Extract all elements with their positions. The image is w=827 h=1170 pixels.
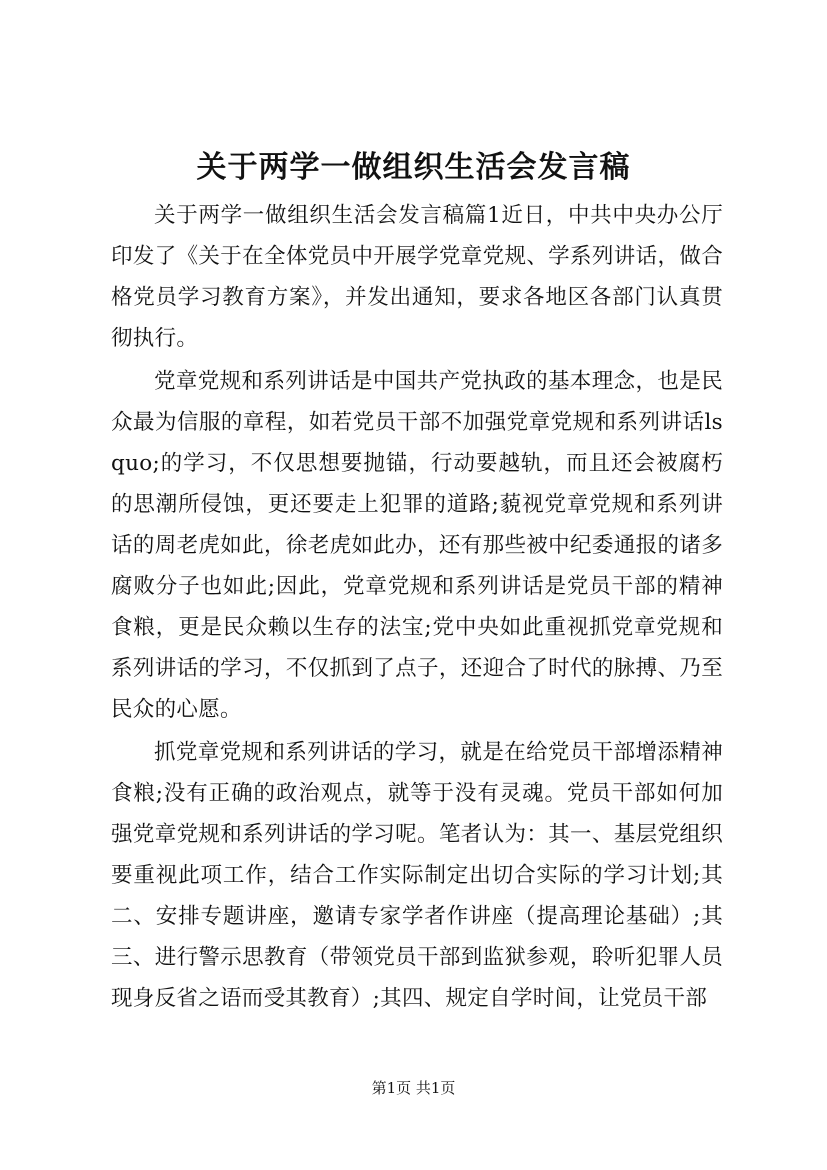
paragraph-1: 关于两学一做组织生活会发言稿篇1近日，中共中央办公厅印发了《关于在全体党员中开展学党章党规、学系列讲话，做合格党员学习教育方案》，并发出通知，要求各地区各部门认真贯彻执行。 xyxy=(111,203,723,351)
page-number-footer: 第1页 共1页 xyxy=(371,1079,456,1097)
document-body xyxy=(111,195,723,1019)
paragraph-2: 党章党规和系列讲话是中国共产党执政的基本理念，也是民众最为信服的章程，如若党员干部不加强党章党规和系列讲话lsquo;的学习，不仅思想要抛锚，行动要越轨，而且还会被腐朽的思潮所侵蚀，更还要走上犯罪的道路;藐视党章党规和系列讲话的周老虎如此，徐老虎如此办，还有那些被中纪委通报的诸多腐败分子也如此;因此，党章党规和系列讲话是党员干部的精神食粮，更是民众赖以生存的法宝;党中央如此重视抓党章党规和系列讲话的学习，不仅抓到了点子，还迎合了时代的脉搏、乃至民众的心愿。 xyxy=(111,369,723,722)
paragraph-3: 抓党章党规和系列讲话的学习，就是在给党员干部增添精神食粮;没有正确的政治观点，就等于没有灵魂。党员干部如何加强党章党规和系列讲话的学习呢。笔者认为：其一、基层党组织要重视此项工作，结合工作实际制定出切合实际的学习计划;其二、安排专题讲座，邀请专家学者作讲座（提高理论基础）;其三、进行警示思教育（带领党员干部到监狱参观，聆听犯罪人员现身反省之语而受其教育）;其四、规定自学时间，让党员干部 xyxy=(111,740,723,1011)
document-title: 关于两学一做组织生活会发言稿 xyxy=(196,150,631,185)
